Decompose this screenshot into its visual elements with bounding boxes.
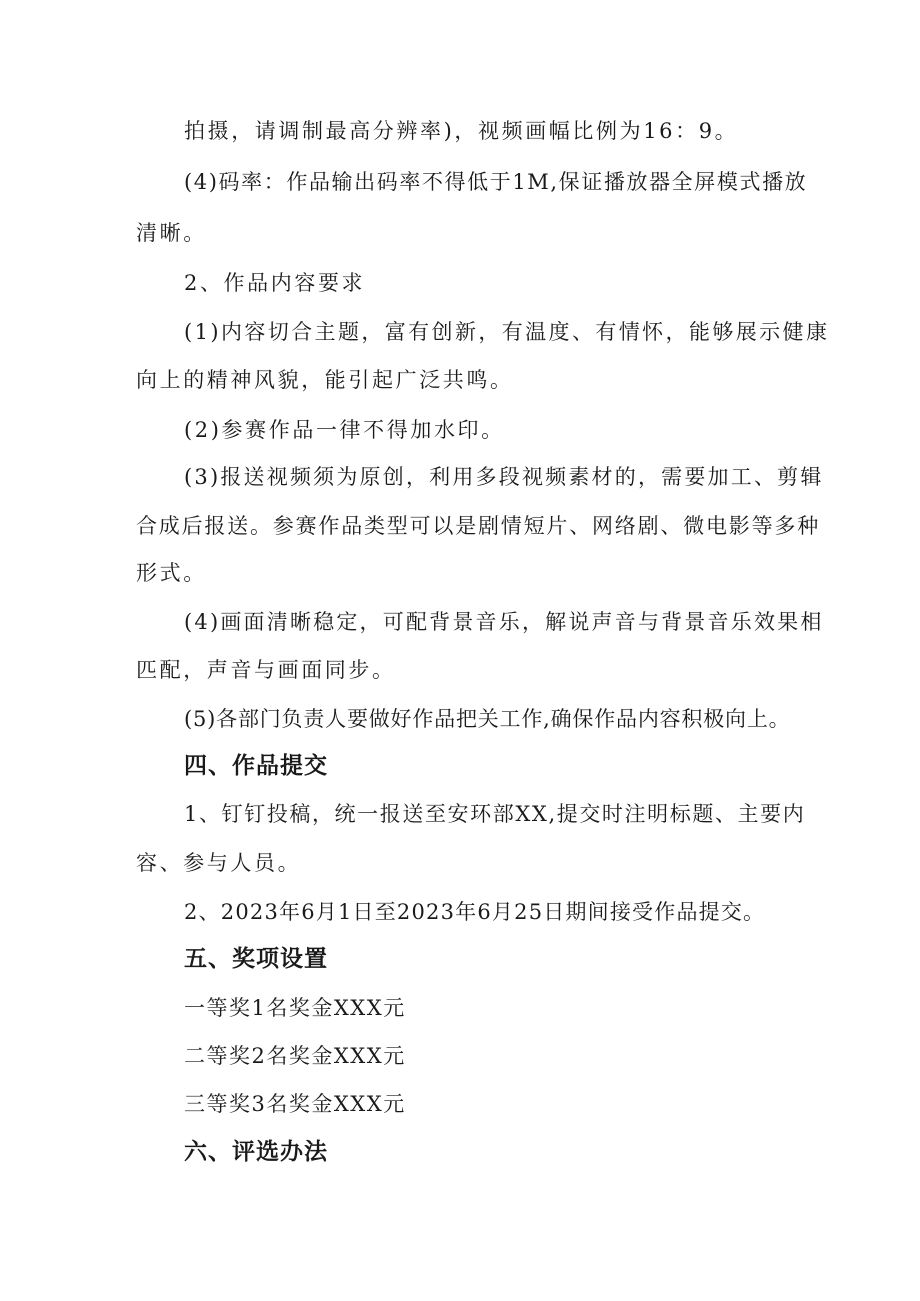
award-first-prize: 一等奖1名奖金XXX元 (184, 996, 406, 1020)
paragraph-line: (4)码率：作品输出码率不得低于1M,保证播放器全屏模式播放 (184, 170, 808, 194)
paragraph-line: (1)内容切合主题，富有创新，有温度、有情怀，能够展示健康 (184, 320, 830, 344)
paragraph-line: 合成后报送。参赛作品类型可以是剧情短片、网络剧、微电影等多种 (136, 514, 820, 538)
paragraph-line: (3)报送视频须为原创，利用多段视频素材的，需要加工、剪辑 (184, 465, 824, 489)
paragraph-line: 形式。 (136, 561, 207, 585)
paragraph-line: 拍摄，请调制最高分辨率)，视频画幅比例为16：9。 (184, 119, 739, 143)
paragraph-line: (2)参赛作品一律不得加水印。 (184, 418, 505, 442)
paragraph-line: 向上的精神风貌，能引起广泛共鸣。 (136, 368, 514, 392)
paragraph-line: (5)各部门负责人要做好作品把关工作,确保作品内容积极向上。 (184, 707, 791, 731)
paragraph-line: (4)画面清晰稳定，可配背景音乐，解说声音与背景音乐效果相 (184, 610, 824, 634)
paragraph-line: 容、参与人员。 (136, 851, 302, 875)
subheading-content-requirements: 2、作品内容要求 (184, 271, 366, 295)
section-heading-submission: 四、作品提交 (184, 753, 328, 779)
section-heading-awards: 五、奖项设置 (184, 946, 328, 972)
award-second-prize: 二等奖2名奖金XXX元 (184, 1044, 406, 1068)
section-heading-judging: 六、评选办法 (184, 1139, 328, 1165)
paragraph-line: 1、钉钉投稿，统一报送至安环部XX,提交时注明标题、主要内 (184, 802, 806, 826)
paragraph-line: 2、2023年6月1日至2023年6月25日期间接受作品提交。 (184, 900, 766, 924)
paragraph-line: 清晰。 (136, 221, 207, 245)
award-third-prize: 三等奖3名奖金XXX元 (184, 1092, 406, 1116)
paragraph-line: 匹配，声音与画面同步。 (136, 658, 396, 682)
